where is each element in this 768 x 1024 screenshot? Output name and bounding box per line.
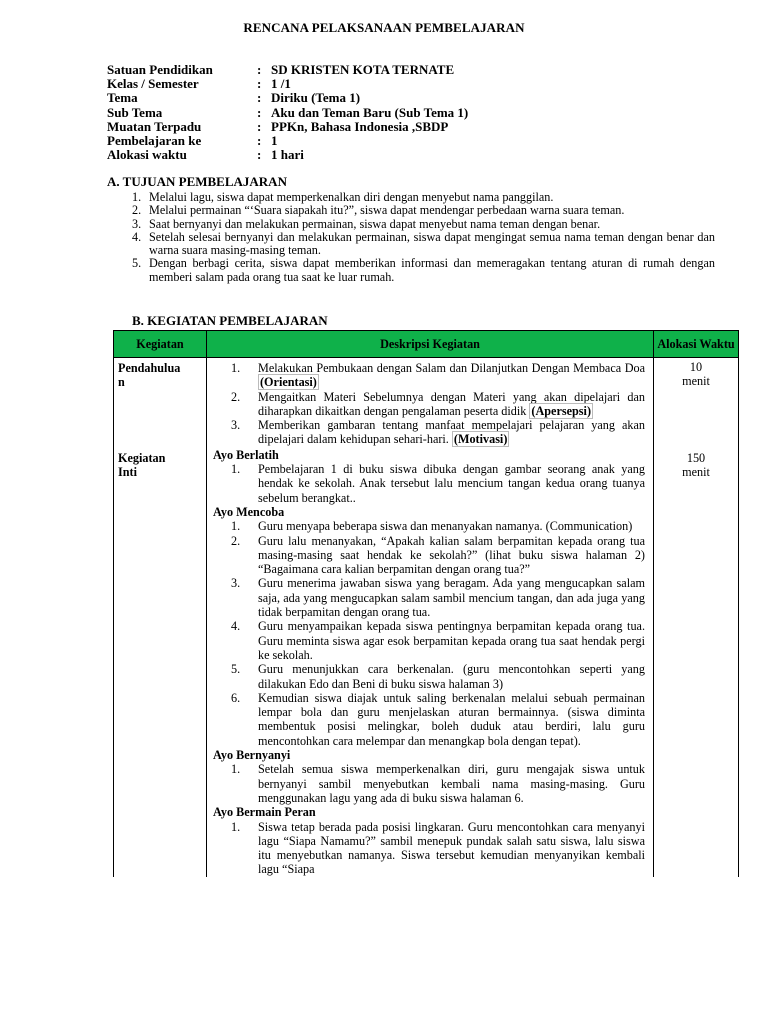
- activity-text: [258, 361, 645, 390]
- activity-text-body: Mengaitkan Materi Sebelumnya dengan Materi yang akan dipelajari dan diharapkan dikaitkan dengan pengalaman peserta didik: [258, 389, 645, 418]
- activity-number: 1.: [231, 462, 241, 477]
- activity-text: [258, 534, 645, 577]
- activity-text: [258, 619, 645, 662]
- objective-text: Melalui lagu, siswa dapat memperkenalkan diri dengan menyebut nama panggilan.: [149, 190, 554, 204]
- identity-row: [107, 91, 468, 105]
- activity-text-body: Kemudian siswa diajak untuk saling berkenalan melalui sebuah permainan lempar bola dan guru menjelaskan aturan bermainnya. (siswa diminta membentuk posisi melingkar, boleh duduk atau berdiri, lalu guru mencontohkan cara melempar dan menangkap bola dengan tepat).: [258, 690, 645, 748]
- section-b-heading: B. KEGIATAN PEMBELAJARAN: [132, 313, 328, 328]
- identity-row: [107, 77, 468, 91]
- identity-value: SD KRISTEN KOTA TERNATE: [271, 62, 455, 77]
- activity-number: 3.: [231, 418, 241, 433]
- objective-number: 3.: [132, 216, 142, 231]
- activity-text: [258, 691, 645, 748]
- pendahuluan-description: [207, 358, 654, 447]
- header-deskripsi: Deskripsi Kegiatan: [207, 331, 654, 358]
- objective-number: 2.: [132, 203, 142, 218]
- objective-item: [132, 257, 715, 284]
- identity-row: [107, 63, 468, 77]
- activity-text-body: Guru menerima jawaban siswa yang beragam. Ada yang mengucapkan salam saja, ada yang mengucapkan salam sambil mencium tangan, dan ada juga yang tidak berpamitan dengan orang tua.: [258, 576, 645, 620]
- inti-description: [207, 447, 654, 877]
- activity-text-body: Guru menyapa beberapa siswa dan menanyakan namanya. (Communication): [258, 519, 633, 534]
- activity-group-title: Ayo Bernyanyi: [213, 748, 291, 763]
- stage-pendahuluan: [114, 358, 207, 447]
- activity-number: 1.: [231, 519, 241, 534]
- identity-value: PPKn, Bahasa Indonesia ,SBDP: [271, 118, 449, 134]
- identity-colon: :: [257, 90, 262, 106]
- objective-text: Melalui permainan “‘Suara siapakah itu?”, siswa dapat mendengar perbedaan warna suara teman.: [149, 203, 625, 218]
- identity-block: [107, 63, 468, 162]
- identity-colon: :: [257, 147, 262, 163]
- identity-row: [107, 106, 468, 120]
- identity-key: Satuan Pendidikan: [107, 62, 213, 77]
- activity-text: [258, 762, 645, 805]
- identity-colon: :: [257, 133, 262, 149]
- activity-text-body: Siswa tetap berada pada posisi lingkaran. Guru mencontohkan cara menyanyi lagu “Siapa Namamu?” sambil menepuk pundak salah satu siswa, lalu siswa itu menyebutkan namanya. Siswa tersebut kemudian menyanyikan kembali lagu “Siapa: [258, 819, 645, 877]
- stage-inti-label: Kegiatan Inti: [118, 450, 166, 479]
- identity-colon: :: [257, 62, 262, 77]
- activity-item: [213, 418, 645, 447]
- activities-table: [113, 330, 739, 877]
- inti-alloc-number: 150: [686, 450, 706, 465]
- activity-number: 5.: [231, 662, 241, 677]
- activity-item: [213, 390, 645, 419]
- activity-text: [258, 390, 645, 419]
- pendahuluan-alloc-unit: menit: [682, 374, 710, 388]
- activity-item: [213, 361, 645, 390]
- objective-item: [132, 218, 715, 231]
- activity-group-title: Ayo Mencoba: [213, 504, 285, 519]
- activity-item: [213, 820, 645, 877]
- objective-number: 1.: [132, 190, 142, 204]
- objective-item: [132, 191, 715, 204]
- identity-row: [107, 120, 468, 134]
- activity-number: 1.: [231, 361, 241, 375]
- identity-key: Kelas / Semester: [107, 76, 199, 92]
- activity-text-body: Setelah semua siswa memperkenalkan diri, guru mengajak siswa untuk bernyanyi sambil menyebutkan kembali nama masing-masing. Guru menggunakan lagu yang ada di buku siswa halaman 6.: [258, 762, 645, 805]
- activity-text: [258, 462, 645, 505]
- activity-phase-tag: (Apersepsi): [531, 403, 591, 418]
- activity-item: [213, 762, 645, 805]
- identity-value: Aku dan Teman Baru (Sub Tema 1): [271, 104, 469, 120]
- activity-number: 1.: [231, 819, 241, 834]
- activity-number: 6.: [231, 690, 241, 705]
- objective-number: 4.: [132, 229, 142, 244]
- activity-phase-tag: (Orientasi): [260, 375, 317, 390]
- activity-item: [213, 619, 645, 662]
- stage-inti: [114, 447, 207, 877]
- identity-key: Pembelajaran ke: [107, 133, 202, 149]
- identity-value: 1 /1: [271, 76, 291, 92]
- pendahuluan-allocation: [654, 358, 739, 447]
- activity-number: 2.: [231, 389, 241, 404]
- activity-item: [213, 519, 645, 533]
- activity-text-body: Melakukan Pembukaan dengan Salam dan Dilanjutkan Dengan Membaca Doa: [258, 361, 645, 375]
- objective-number: 5.: [132, 256, 142, 271]
- identity-key: Sub Tema: [107, 104, 163, 120]
- pendahuluan-alloc-number: 10: [689, 360, 703, 374]
- activity-text: [258, 576, 645, 619]
- objective-text: Setelah selesai bernyanyi dan melakukan permainan, siswa dapat mengingat semua nama teman dengan benar dan warna suara masing-masing teman.: [149, 229, 715, 258]
- identity-key: Alokasi waktu: [107, 147, 187, 163]
- activity-item: [213, 576, 645, 619]
- activity-number: 2.: [231, 533, 241, 548]
- activity-item: [213, 534, 645, 577]
- activity-group-title: Ayo Berlatih: [213, 447, 279, 462]
- activity-text-body: Guru menunjukkan cara berkenalan. (guru mencontohkan seperti yang dilakukan Edo dan Beni di buku siswa halaman 3): [258, 662, 645, 691]
- activity-item: [213, 462, 645, 505]
- objectives-list: [132, 191, 715, 284]
- activity-text-body: Guru menyampaikan kepada siswa pentingnya berpamitan kepada orang tua. Guru meminta siswa agar esok berpamitan kepada orang tua saat hendak pergi ke sekolah.: [258, 619, 645, 662]
- activity-text-body: Pembelajaran 1 di buku siswa dibuka dengan gambar seorang anak yang hendak ke sekolah. Anak tersebut lalu mencium tangan kedua orang tuanya sebelum berangkat..: [258, 462, 645, 505]
- identity-key: Muatan Terpadu: [107, 118, 202, 134]
- activity-text: [258, 662, 645, 691]
- identity-value: 1 hari: [271, 147, 304, 163]
- header-alokasi: Alokasi Waktu: [654, 331, 739, 358]
- inti-allocation: [654, 447, 739, 877]
- identity-row: [107, 148, 468, 162]
- activity-number: 4.: [231, 619, 241, 634]
- identity-colon: :: [257, 104, 262, 120]
- section-a-heading: A. TUJUAN PEMBELAJARAN: [107, 174, 287, 189]
- identity-row: [107, 134, 468, 148]
- activity-text: [258, 418, 645, 447]
- activity-text: [258, 519, 645, 533]
- identity-value: 1: [271, 133, 278, 149]
- stage-pendahuluan-label: Pendahuluan: [118, 361, 181, 389]
- document-title: RENCANA PELAKSANAAN PEMBELAJARAN: [243, 20, 525, 35]
- header-kegiatan: Kegiatan: [114, 331, 207, 358]
- activity-text-body: Guru lalu menanyakan, “Apakah kalian salam berpamitan kepada orang tua masing-masing saat hendak ke sekolah?” (lihat buku siswa halaman 2) “Bagaimana cara kalian berpamitan dengan orang tua?”: [258, 533, 645, 577]
- activity-item: [213, 662, 645, 691]
- activity-text: [258, 820, 645, 877]
- activity-text-body: Memberikan gambaran tentang manfaat mempelajari pelajaran yang akan dipelajari dalam kehidupan sehari-hari.: [258, 418, 645, 447]
- activity-number: 3.: [231, 576, 241, 591]
- identity-key: Tema: [107, 90, 138, 106]
- objective-text: Saat bernyanyi dan melakukan permainan, siswa dapat menyebut nama teman dengan benar.: [149, 216, 601, 231]
- activity-phase-tag: (Motivasi): [453, 432, 508, 447]
- objective-item: [132, 231, 715, 258]
- identity-value: Diriku (Tema 1): [271, 90, 361, 106]
- activity-group-title: Ayo Bermain Peran: [213, 805, 316, 820]
- identity-colon: :: [257, 118, 262, 134]
- identity-colon: :: [257, 76, 262, 92]
- activity-item: [213, 691, 645, 748]
- objective-item: [132, 204, 715, 217]
- inti-alloc-unit: menit: [682, 464, 710, 479]
- objective-text: Dengan berbagi cerita, siswa dapat memberikan informasi dan memeragakan tentang aturan di rumah dengan memberi salam pada orang tua saat ke luar rumah.: [149, 256, 715, 284]
- activity-number: 1.: [231, 762, 241, 777]
